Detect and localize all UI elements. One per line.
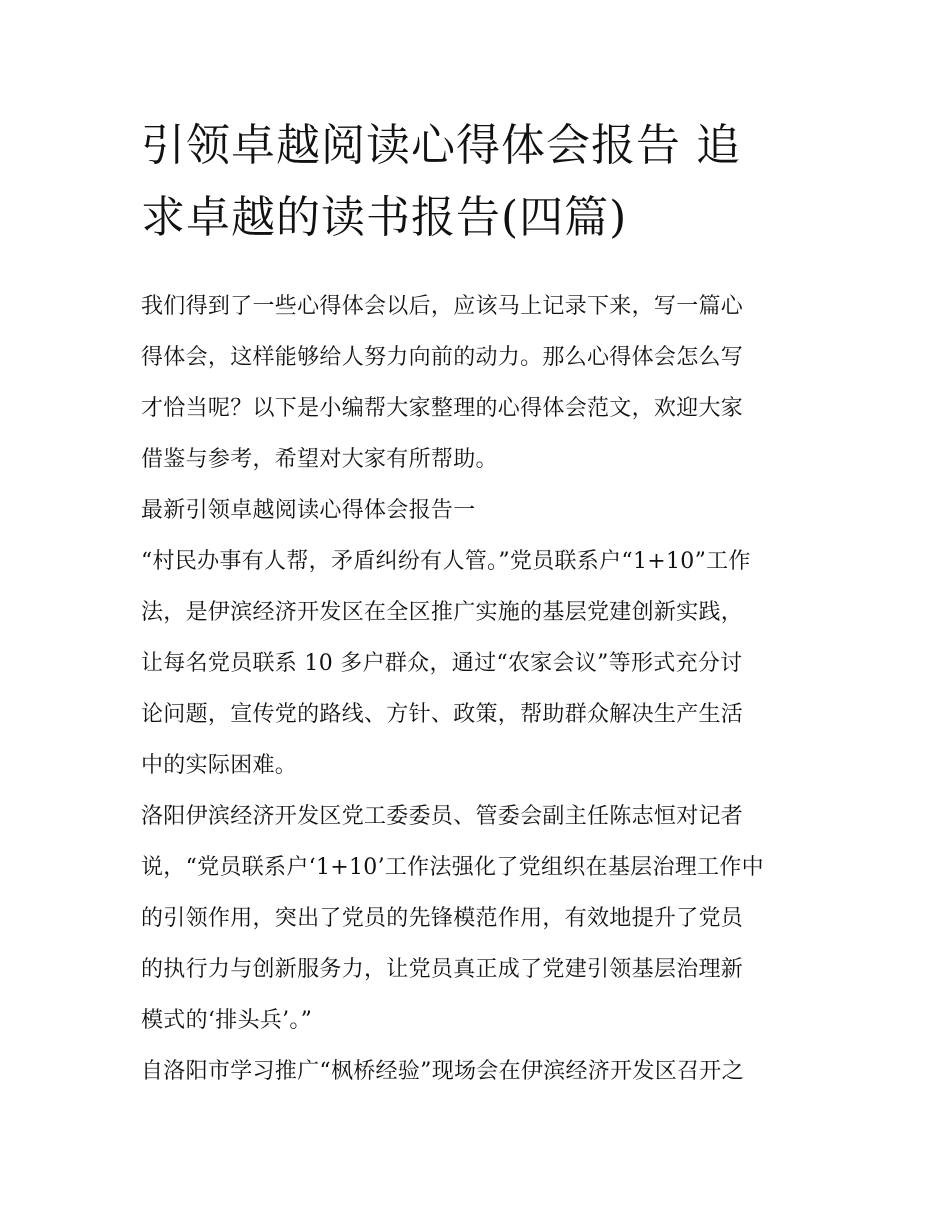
paragraph-line: 的引领作用，突出了党员的先锋模范作用，有效地提升了党员 [141, 906, 744, 931]
body-paragraph [141, 536, 813, 791]
paragraph-line: 说，“党员联系户‘1+10’工作法强化了党组织在基层治理工作中 [141, 855, 764, 880]
document-title [141, 110, 813, 254]
paragraph-line: 我们得到了一些心得体会以后，应该马上记录下来，写一篇心 [141, 294, 744, 319]
paragraph-line: 自洛阳市学习推广“枫桥经验”现场会在伊滨经济开发区召开之 [141, 1059, 744, 1084]
paragraph-line: 借鉴与参考，希望对大家有所帮助。 [141, 447, 498, 472]
intro-paragraph [141, 281, 813, 485]
paragraph-line: 的执行力与创新服务力，让党员真正成了党建引领基层治理新 [141, 957, 744, 982]
paragraph-line: 论问题，宣传党的路线、方针、政策，帮助群众解决生产生活 [141, 702, 744, 727]
paragraph-line: 得体会，这样能够给人努力向前的动力。那么心得体会怎么写 [141, 345, 744, 370]
paragraph-line: “村民办事有人帮，矛盾纠纷有人管。”党员联系户“1+10”工作 [141, 549, 751, 574]
document-body [141, 281, 813, 1097]
paragraph-line: 让每名党员联系 10 多户群众，通过“农家会议”等形式充分讨 [141, 651, 743, 676]
body-paragraph [141, 791, 813, 1046]
title-line: 求卓越的读书报告(四篇) [141, 192, 628, 243]
paragraph-line: 最新引领卓越阅读心得体会报告一 [141, 498, 476, 523]
paragraph-line: 模式的‘排头兵’。” [141, 1008, 313, 1033]
title-line: 引领卓越阅读心得体会报告 追 [141, 120, 741, 171]
paragraph-line: 才恰当呢？以下是小编帮大家整理的心得体会范文，欢迎大家 [141, 396, 744, 421]
paragraph-line: 中的实际困难。 [141, 753, 298, 778]
paragraph-line: 法，是伊滨经济开发区在全区推广实施的基层党建创新实践， [141, 600, 744, 625]
body-paragraph [141, 1046, 813, 1097]
paragraph-line: 洛阳伊滨经济开发区党工委委员、管委会副主任陈志恒对记者 [141, 804, 744, 829]
section-heading [141, 485, 813, 536]
document-content [141, 110, 813, 1097]
